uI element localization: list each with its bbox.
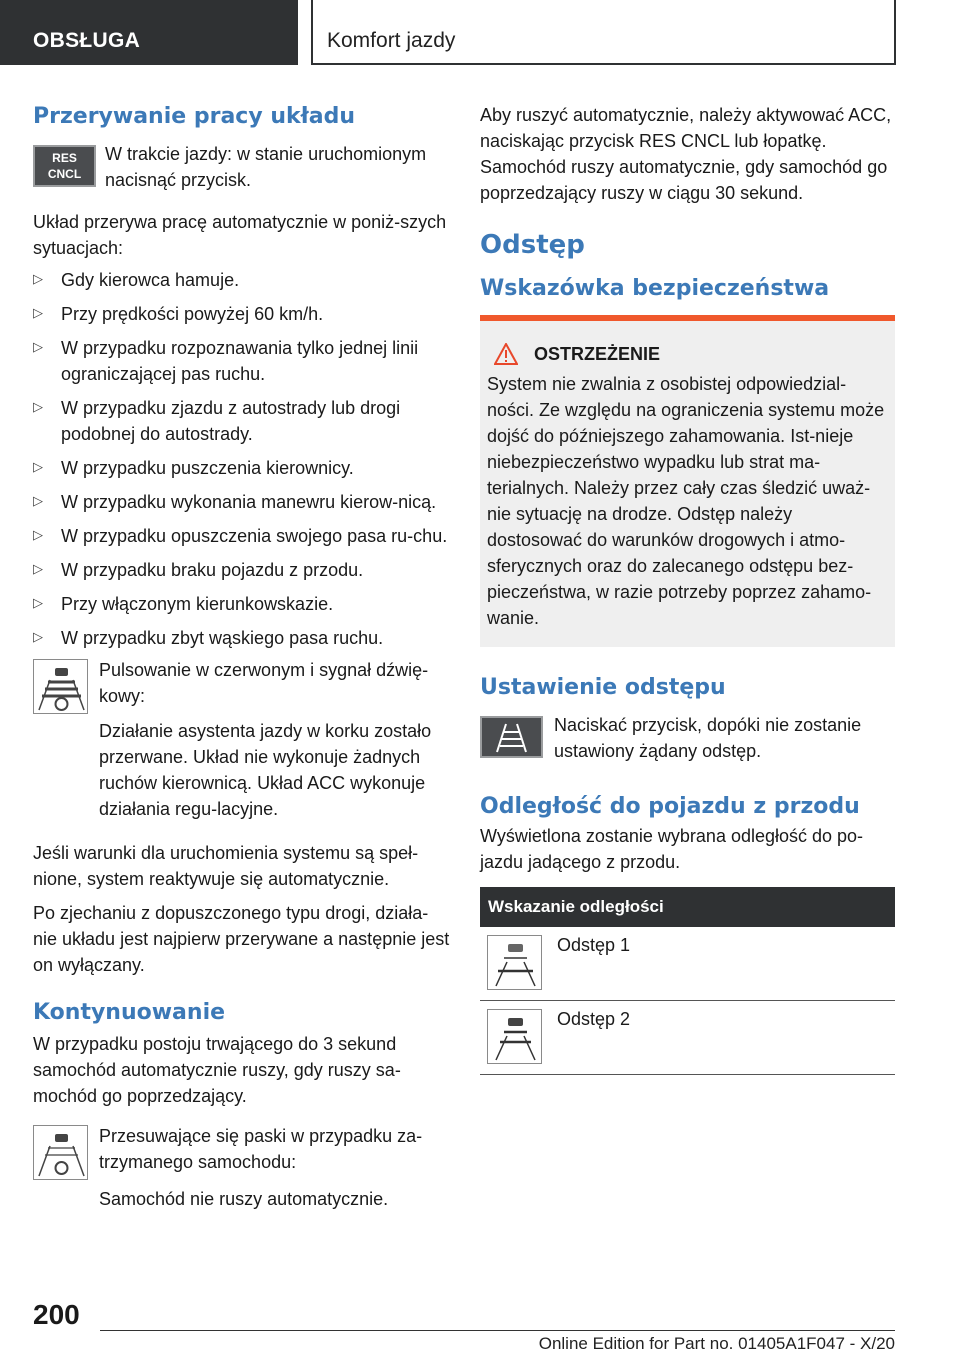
button-instruction: W trakcie jazdy: w stanie uruchomionym nacisnąć przycisk. — [105, 144, 427, 190]
table-cell: Odstęp 1 — [550, 927, 895, 1001]
header-section-label: OBSŁUGA — [33, 29, 141, 52]
list-item: ▷ W przypadku puszczenia kierownicy. — [33, 455, 451, 481]
right-column — [480, 100, 895, 1075]
warning-title: OSTRZEŻENIE — [534, 343, 661, 364]
footer-edition: Online Edition for Part no. 01405A1F047 - X/20 — [538, 1334, 895, 1353]
footer-divider — [100, 1330, 895, 1331]
list-item: ▷ Gdy kierowca hamuje. — [33, 267, 451, 293]
set-distance-row — [480, 712, 895, 764]
interrupt-list — [33, 267, 451, 651]
heading-distance: Odstęp — [480, 230, 585, 260]
pulse-text: Pulsowanie w czerwonym i sygnał dźwię-kowy: — [99, 660, 429, 706]
table-icon-cell — [480, 1001, 550, 1075]
table-header: Wskazanie odległości — [480, 887, 895, 927]
list-item: ▷ W przypadku rozpoznawania tylko jednej linii ograniczającej pas ruchu. — [33, 335, 451, 387]
road-type-paragraph: Po zjechaniu z dopuszczonego typu drogi, działa-nie układu jest najpierw przerywane a następnie jest on wyłączany. — [33, 903, 450, 975]
distance-2-icon — [487, 1009, 542, 1064]
list-item: ▷ W przypadku braku pojazdu z przodu. — [33, 557, 451, 583]
front-vehicle-text: Wyświetlona zostanie wybrana odległość do po-jazdu jadącego z przodu. — [480, 826, 864, 872]
res-cncl-row — [33, 141, 451, 193]
traffic-jam-assist-red-icon — [33, 659, 88, 714]
table-row — [480, 1001, 895, 1075]
heading-safety-note: Wskazówka bezpieczeństwa — [480, 276, 830, 301]
header-chapter-tab — [311, 0, 896, 65]
traffic-jam-assist-stripes-icon — [33, 1125, 88, 1180]
distance-button-icon — [480, 716, 543, 758]
stripes-desc-text: Samochód nie ruszy automatycznie. — [99, 1189, 389, 1209]
warning-text: System nie zwalnia z osobistej odpowiedzial-ności. Ze względu na ograniczenia systemu może dojść do późniejszego zahamowania. Ist-nieje niebezpieczeństwo wypadku lub strat ma-terialnych. Należy przez cały czas śledzić uważ-nie sytuację na drodze. Odstęp należy dostosować do warunków drogowych i atmo-sferycznych oraz do zalecanego odstępu bez-pieczeństwa, w razie potrzeby poprzez zahamo-wanie. — [487, 374, 885, 628]
header-section-tab — [0, 0, 298, 65]
heading-front-vehicle: Odległość do pojazdu z przodu — [480, 794, 860, 819]
table-cell: Odstęp 2 — [550, 1001, 895, 1075]
interrupt-intro: Układ przerywa pracę automatycznie w poniż-szych sytuacjach: — [33, 212, 447, 258]
list-item: ▷ W przypadku zjazdu z autostrady lub drogi podobnej do autostrady. — [33, 395, 451, 447]
list-item: ▷ W przypadku wykonania manewru kierow-nicą. — [33, 489, 451, 515]
stripes-row — [33, 1125, 451, 1180]
heading-interrupt: Przerywanie pracy układu — [33, 104, 356, 129]
warning-triangle-icon — [494, 343, 518, 365]
page-number: 200 — [33, 1299, 80, 1330]
res-cncl-button-icon: RES CNCL — [33, 145, 96, 187]
heading-set-distance: Ustawienie odstępu — [480, 675, 726, 700]
table-row — [480, 927, 895, 1001]
list-item: ▷ W przypadku zbyt wąskiego pasa ruchu. — [33, 625, 451, 651]
warning-box — [480, 315, 895, 647]
stripes-text: Przesuwające się paski w przypadku za-trzymanego samochodu: — [99, 1126, 423, 1172]
list-item: ▷ Przy prędkości powyżej 60 km/h. — [33, 301, 451, 327]
pulse-description — [33, 718, 451, 822]
reactivate-paragraph: Jeśli warunki dla uruchomienia systemu są speł-nione, system reaktywuje się automatycznie. — [33, 843, 419, 889]
set-distance-text: Naciskać przycisk, dopóki nie zostanie ustawiony żądany odstęp. — [554, 715, 862, 761]
distance-table — [480, 887, 895, 1075]
list-item: ▷ W przypadku opuszczenia swojego pasa ru-chu. — [33, 523, 451, 549]
warning-title-row — [494, 343, 888, 365]
distance-1-icon — [487, 935, 542, 990]
header-chapter-label: Komfort jazdy — [327, 29, 456, 52]
pulse-desc-text: Działanie asystenta jazdy w korku zostało przerwane. Układ nie wykonuje żadnych ruchów kierownicą. Układ ACC wykonuje działania regu-lacyjne. — [99, 721, 432, 819]
list-item: ▷ Przy włączonym kierunkowskazie. — [33, 591, 451, 617]
continue-text: W przypadku postoju trwającego do 3 sekund samochód automatycznie ruszy, gdy ruszy sa-mochód go poprzedzający. — [33, 1034, 401, 1106]
stripes-description — [33, 1186, 451, 1212]
auto-start-text: Aby ruszyć automatycznie, należy aktywować ACC, naciskając przycisk RES CNCL lub łopatkę. Samochód ruszy automatycznie, gdy samochód go poprzedzający ruszy w ciągu 30 sekund. — [480, 105, 892, 203]
table-icon-cell — [480, 927, 550, 1001]
left-column — [33, 100, 451, 1212]
pulse-row — [33, 659, 451, 714]
heading-continue: Kontynuowanie — [33, 1000, 226, 1025]
